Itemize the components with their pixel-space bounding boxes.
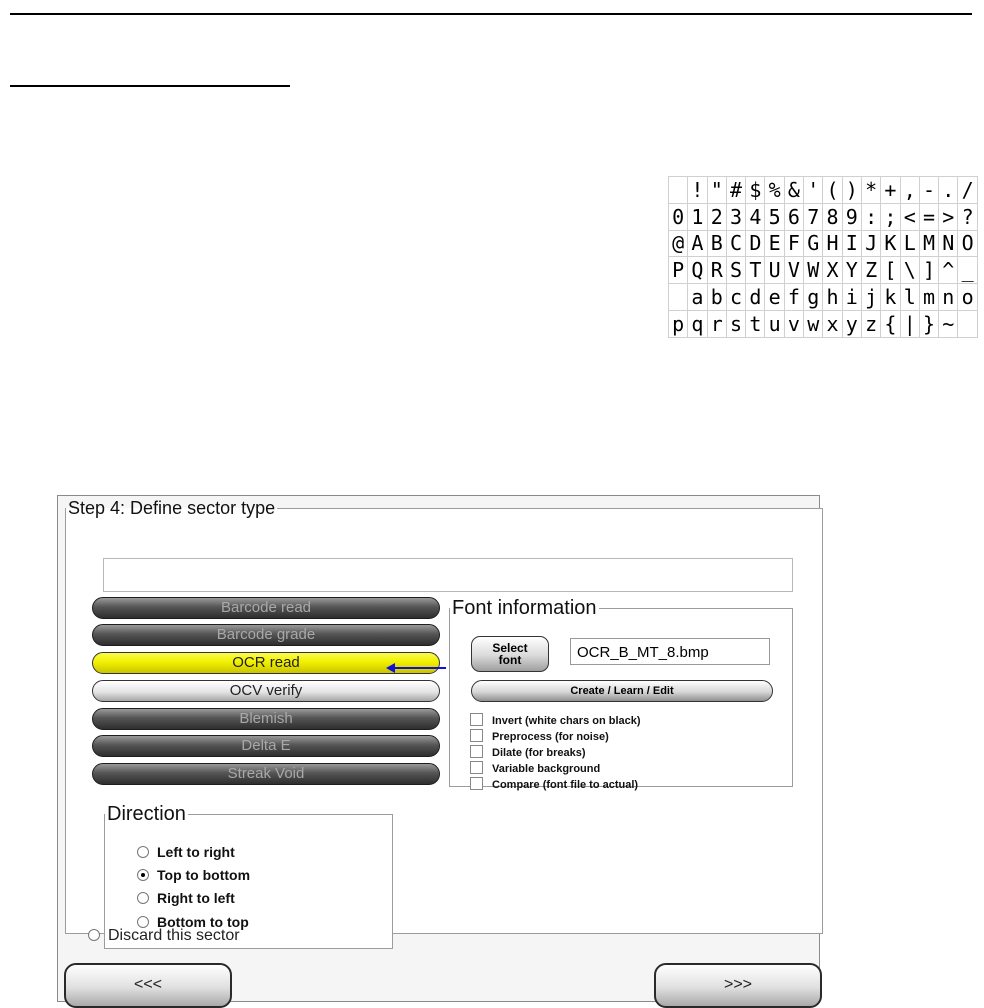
char-cell: h: [823, 284, 842, 311]
char-cell: &: [784, 177, 803, 204]
char-cell: #: [726, 177, 745, 204]
radio-right-to-left[interactable]: [137, 892, 149, 904]
sector-name-input[interactable]: [103, 558, 793, 592]
char-cell: |: [900, 310, 919, 337]
compare-label: Compare (font file to actual): [492, 779, 639, 791]
char-cell: B: [707, 230, 726, 257]
char-cell: X: [823, 257, 842, 284]
ocr-character-table: [668, 176, 978, 338]
delta-e-button[interactable]: Delta E: [92, 735, 440, 757]
char-cell: c: [726, 284, 745, 311]
char-row: [669, 257, 978, 284]
char-cell: g: [804, 284, 823, 311]
char-cell: _: [958, 257, 977, 284]
char-cell: o: [958, 284, 977, 311]
char-row: [669, 310, 978, 337]
ocr-read-button[interactable]: OCR read: [92, 652, 440, 674]
direction-left-to-right[interactable]: [137, 844, 235, 860]
char-cell: ;: [881, 203, 900, 230]
preprocess-checkbox[interactable]: [470, 729, 483, 742]
dilate-label: Dilate (for breaks): [492, 747, 586, 759]
invert-label: Invert (white chars on black): [492, 715, 641, 727]
char-row: [669, 230, 978, 257]
char-cell: d: [746, 284, 765, 311]
char-cell: Y: [842, 257, 861, 284]
char-cell: 3: [726, 203, 745, 230]
char-cell: (: [823, 177, 842, 204]
char-cell: A: [688, 230, 707, 257]
radio-top-to-bottom[interactable]: [137, 869, 149, 881]
char-cell: ": [707, 177, 726, 204]
char-cell: !: [688, 177, 707, 204]
char-cell: s: [726, 310, 745, 337]
char-cell: =: [919, 203, 938, 230]
char-cell: 9: [842, 203, 861, 230]
char-cell: t: [746, 310, 765, 337]
char-cell: u: [765, 310, 784, 337]
discard-sector-option[interactable]: [88, 927, 240, 945]
select-font-label-line1: Select: [492, 641, 528, 655]
barcode-grade-button[interactable]: Barcode grade: [92, 624, 440, 646]
char-cell: e: [765, 284, 784, 311]
char-cell: E: [765, 230, 784, 257]
variable-background-option[interactable]: [470, 761, 600, 775]
char-cell: f: [784, 284, 803, 311]
char-cell: L: [900, 230, 919, 257]
char-cell: /: [958, 177, 977, 204]
app-window: [57, 495, 820, 1002]
bottom-to-top-label: Bottom to top: [157, 914, 249, 930]
char-cell: +: [881, 177, 900, 204]
char-cell: n: [939, 284, 958, 311]
radio-discard-sector[interactable]: [88, 929, 100, 941]
step-group: [65, 498, 823, 934]
char-cell: K: [881, 230, 900, 257]
char-cell: -: [919, 177, 938, 204]
ocv-verify-button[interactable]: OCV verify: [92, 680, 440, 702]
blemish-button[interactable]: Blemish: [92, 708, 440, 730]
char-cell: J: [861, 230, 880, 257]
char-cell: *: [861, 177, 880, 204]
char-row: [669, 284, 978, 311]
char-cell: ,: [900, 177, 919, 204]
char-cell: q: [688, 310, 707, 337]
char-cell: @: [669, 230, 688, 257]
char-cell: .: [939, 177, 958, 204]
char-cell: W: [804, 257, 823, 284]
char-cell: ]: [919, 257, 938, 284]
variable-background-label: Variable background: [492, 763, 601, 775]
right-to-left-label: Right to left: [157, 890, 235, 906]
char-cell: 2: [707, 203, 726, 230]
char-cell: U: [765, 257, 784, 284]
char-cell: m: [919, 284, 938, 311]
discard-sector-label: Discard this sector: [108, 927, 240, 944]
char-cell: [: [881, 257, 900, 284]
char-cell: D: [746, 230, 765, 257]
char-cell: ): [842, 177, 861, 204]
char-cell: \: [900, 257, 919, 284]
char-cell: 8: [823, 203, 842, 230]
compare-checkbox[interactable]: [470, 777, 483, 790]
preprocess-label: Preprocess (for noise): [492, 731, 609, 743]
variable-background-checkbox[interactable]: [470, 761, 483, 774]
char-cell: 7: [804, 203, 823, 230]
char-cell: i: [842, 284, 861, 311]
top-horizontal-rule: [10, 13, 972, 15]
char-cell: 4: [746, 203, 765, 230]
char-cell: $: [746, 177, 765, 204]
char-cell: H: [823, 230, 842, 257]
char-cell: <: [900, 203, 919, 230]
char-cell: z: [861, 310, 880, 337]
left-to-right-label: Left to right: [157, 844, 235, 860]
char-cell: 1: [688, 203, 707, 230]
char-cell: b: [707, 284, 726, 311]
char-cell: P: [669, 257, 688, 284]
char-cell: x: [823, 310, 842, 337]
previous-button[interactable]: <<<: [64, 963, 232, 1008]
char-cell: >: [939, 203, 958, 230]
char-cell: ~: [939, 310, 958, 337]
char-cell: T: [746, 257, 765, 284]
char-cell: M: [919, 230, 938, 257]
char-cell: y: [842, 310, 861, 337]
barcode-read-button[interactable]: Barcode read: [92, 597, 440, 619]
char-cell: :: [861, 203, 880, 230]
dilate-checkbox[interactable]: [470, 745, 483, 758]
char-cell: p: [669, 310, 688, 337]
char-cell: [669, 284, 688, 311]
char-cell: C: [726, 230, 745, 257]
short-heading-rule: [10, 85, 290, 87]
char-cell: [669, 177, 688, 204]
preprocess-option[interactable]: [470, 729, 609, 743]
char-cell: }: [919, 310, 938, 337]
compare-option[interactable]: [470, 777, 638, 791]
invert-option[interactable]: [470, 713, 641, 727]
char-cell: 0: [669, 203, 688, 230]
char-cell: ?: [958, 203, 977, 230]
select-font-button[interactable]: [471, 636, 549, 672]
char-cell: l: [900, 284, 919, 311]
char-cell: Z: [861, 257, 880, 284]
font-file-field[interactable]: OCR_B_MT_8.bmp: [570, 638, 770, 665]
next-button[interactable]: >>>: [654, 963, 822, 1008]
char-cell: Q: [688, 257, 707, 284]
char-cell: 6: [784, 203, 803, 230]
select-font-label-line2: font: [498, 653, 522, 667]
char-cell: R: [707, 257, 726, 284]
char-cell: [958, 310, 977, 337]
direction-right-to-left[interactable]: [137, 890, 235, 906]
char-row: [669, 177, 978, 204]
top-to-bottom-label: Top to bottom: [157, 867, 251, 883]
create-learn-edit-button[interactable]: Create / Learn / Edit: [471, 680, 773, 702]
char-cell: N: [939, 230, 958, 257]
char-cell: G: [804, 230, 823, 257]
direction-title: Direction: [107, 803, 186, 825]
pointer-arrow-icon: [386, 661, 448, 675]
char-cell: I: [842, 230, 861, 257]
char-cell: F: [784, 230, 803, 257]
radio-left-to-right[interactable]: [137, 846, 149, 858]
char-cell: ^: [939, 257, 958, 284]
char-cell: ': [804, 177, 823, 204]
step-title: Step 4: Define sector type: [68, 498, 276, 518]
char-row: [669, 203, 978, 230]
char-cell: S: [726, 257, 745, 284]
font-information-group: [449, 597, 793, 791]
dilate-option[interactable]: [470, 745, 586, 759]
streak-void-button[interactable]: Streak Void: [92, 763, 440, 785]
invert-checkbox[interactable]: [470, 713, 483, 726]
char-cell: j: [861, 284, 880, 311]
char-cell: w: [804, 310, 823, 337]
direction-top-to-bottom[interactable]: [137, 867, 250, 883]
char-cell: %: [765, 177, 784, 204]
char-cell: 5: [765, 203, 784, 230]
char-cell: k: [881, 284, 900, 311]
font-information-title: Font information: [452, 597, 597, 619]
char-cell: {: [881, 310, 900, 337]
char-cell: a: [688, 284, 707, 311]
char-cell: O: [958, 230, 977, 257]
char-cell: r: [707, 310, 726, 337]
char-cell: v: [784, 310, 803, 337]
char-cell: V: [784, 257, 803, 284]
